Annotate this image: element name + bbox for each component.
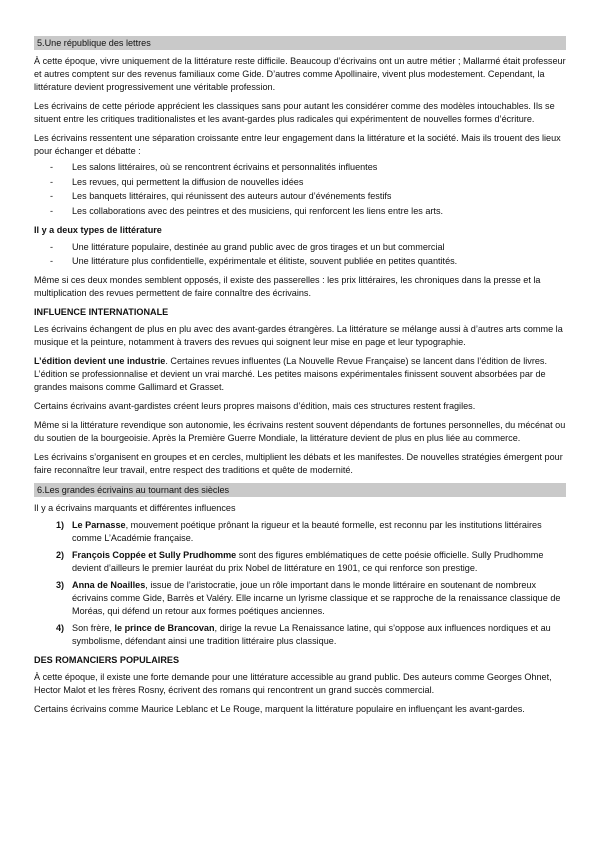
paragraph: Même si la littérature revendique son autonomie, les écrivains restent souvent dépendants de fortunes personnelles, du mécénat ou du soutien de la bourgeoisie. Après la Première Guerre Mondiale, la littérature devient de plus en plus liée au commerce. (34, 420, 566, 443)
writers-list (34, 519, 566, 648)
document-page (34, 36, 566, 722)
list-item: 1) Le Parnasse, mouvement poétique prônant la rigueur et la beauté formelle, est reconnu par les institutions littéraires comme L’Académie française. (56, 520, 542, 543)
list-item: 3) Anna de Noailles, issue de l’aristocratie, joue un rôle important dans le monde littéraire en soutenant de nombreux écrivains comme Gide, Barrès et Valéry. Elle incarne un lyrisme classique et se rapproche de la renaissance classique de Moréas, qui défend un retour aux formes poétiques anciennes. (56, 580, 561, 616)
paragraph: À cette époque, vivre uniquement de la littérature reste difficile. Beaucoup d’écrivains ont un autre métier ; Mallarmé était professeur et autres comptent sur des revenus familiaux come Gide. D’autres comme Apollinaire, vivent plus modestement. Cependant, la littérature devient progressivement une véritable profession. (34, 56, 566, 92)
list-item: - Une littérature populaire, destinée au grand public avec de gros tirages et un but commercial (34, 241, 566, 254)
list-item: - Une littérature plus confidentielle, expérimentale et élitiste, souvent publiée en petites quantités. (34, 255, 566, 268)
paragraph (34, 355, 566, 394)
bold-phrase: L’édition devient une industrie (34, 356, 166, 366)
paragraph: Les écrivains de cette période apprécient les classiques sans pour autant les considérer comme des modèles intouchables. Ils se situent entre les critiques traditionalistes et les avant-gardes plus radicales qui expérimentent de nouvelles formes d’écriture. (34, 101, 555, 124)
popular-novelists-heading: DES ROMANCIERS POPULAIRES (34, 655, 180, 665)
section-6-title: 6.Les grandes écrivains au tournant des siècles (34, 483, 566, 497)
two-types-heading: Il y a deux types de littérature (34, 224, 162, 235)
meeting-places-list (34, 161, 566, 218)
list-item: - Les salons littéraires, où se rencontrent écrivains et personnalités influentes (34, 161, 566, 174)
paragraph: Les écrivains s’organisent en groupes et en cercles, multiplient les débats et les manifestes. De nouvelles stratégies émergent pour faire reconnaître leur travail, entre respect des traditions et quête de modernité. (34, 452, 563, 475)
paragraph: Les écrivains ressentent une séparation croissante entre leur engagement dans la littérature et la société. Mais ils trouent des lieux pour échanger et débatte : (34, 133, 561, 156)
list-item: - Les banquets littéraires, qui réunissent des auteurs autour d’événements festifs (34, 190, 566, 203)
paragraph: Certains écrivains avant-gardistes créent leurs propres maisons d’édition, mais ces structures restent fragiles. (34, 401, 476, 411)
list-item: 4) Son frère, le prince de Brancovan, dirige la revue La Renaissance latine, qui s’oppose aux influences nordiques et au symbolisme, défendant ainsi une tradition littéraire plus classique. (56, 623, 551, 646)
paragraph: Les écrivains échangent de plus en plu avec des avant-gardes étrangères. La littérature se mélange aussi à d’autres arts comme la musique et la peinture, notamment à travers des revues qui soignent leur mise en page et leur typographie. (34, 324, 563, 347)
literature-types-list (34, 241, 566, 269)
list-item: - Les collaborations avec des peintres et des musiciens, qui renforcent les liens entre les arts. (34, 205, 566, 218)
paragraph-text: . Certaines revues influentes (La Nouvelle Revue Française) se lancent dans l’édition de livres. L’édition se professionnalise et devient un vrai marché. Les petites maisons expérimentales finissent souvent absorbées par de grandes maisons comme Gallimard et Grasset. (34, 356, 548, 392)
list-item: 2) François Coppée et Sully Prudhomme sont des figures emblématiques de cette poésie officielle. Sully Prudhomme devient d’ailleurs le premier lauréat du prix Nobel de littérature en 1901, ce qui renforce son prestige. (56, 550, 544, 573)
list-item: - Les revues, qui permettent la diffusion de nouvelles idées (34, 176, 566, 189)
paragraph: À cette époque, il existe une forte demande pour une littérature accessible au grand public. Des auteurs comme Georges Ohnet, Hector Malot et les frères Rosny, écrivent des romans qui rencontrent un grand succès commercial. (34, 672, 552, 695)
influence-heading: INFLUENCE INTERNATIONALE (34, 307, 169, 317)
paragraph: Il y a écrivains marquants et différentes influences (34, 503, 236, 513)
paragraph: Même si ces deux mondes semblent opposés, il existe des passerelles : les prix littéraires, les chroniques dans la presse et la multiplication des revues permettent de faire connaître des écrivains. (34, 275, 541, 298)
paragraph: Certains écrivains comme Maurice Leblanc et Le Rouge, marquent la littérature populaire en influençant les avant-gardes. (34, 704, 525, 714)
section-5-title: 5.Une république des lettres (34, 36, 566, 50)
